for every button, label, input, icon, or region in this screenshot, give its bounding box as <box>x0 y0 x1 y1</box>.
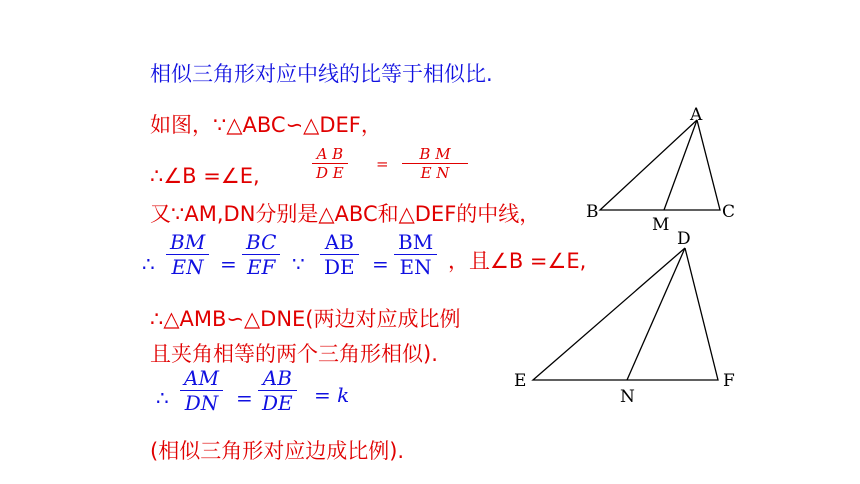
statement-line: 相似三角形对应中线的比等于相似比. <box>150 62 493 86</box>
median-dn <box>627 248 685 380</box>
ratio-denominator: D E <box>316 164 344 182</box>
ratio-k: = k <box>314 383 350 407</box>
ratio-numerator: BC <box>246 230 277 254</box>
ratio-denominator: E N <box>420 164 450 182</box>
ratio-bm-en-1 <box>166 230 209 279</box>
ratio-numerator: BM <box>398 230 434 254</box>
ratio-numerator: B M <box>419 145 451 163</box>
angle-equal-line: ∴∠B =∠E, <box>150 164 260 188</box>
vertex-d-label: D <box>677 229 691 249</box>
ratio-bm-en <box>402 145 468 182</box>
angle-condition: ，且∠B =∠E, <box>448 249 587 273</box>
point-m-label: M <box>652 215 670 235</box>
triangle-def <box>533 248 718 380</box>
equals-sign: = <box>220 252 237 276</box>
vertex-b-label: B <box>586 202 599 222</box>
triangle-abc <box>600 120 720 210</box>
similarity-reason: 且夹角相等的两个三角形相似). <box>150 342 438 366</box>
ratio-numerator: BM <box>170 230 206 254</box>
therefore-symbol: ∴ <box>156 386 169 410</box>
given-line: 如图，∵△ABC∽△DEF， <box>150 113 382 137</box>
ratio-bm-en-2 <box>394 230 437 279</box>
ratio-am-dn <box>180 366 223 415</box>
because-symbol: ∵ <box>292 252 305 276</box>
equals-sign: = <box>372 252 389 276</box>
triangle-def-figure <box>505 228 750 413</box>
equals-sign: = <box>376 155 389 173</box>
similarity-conclusion: ∴△AMB∽△DNE(两边对应成比例 <box>150 307 461 331</box>
ratio-bc-ef <box>242 230 280 279</box>
ratio-ab-de-2 <box>320 230 359 279</box>
ratio-numerator: A B <box>316 145 344 163</box>
ratio-ab-de <box>312 145 348 182</box>
vertex-c-label: C <box>722 202 736 222</box>
ratio-denominator: EN <box>171 255 204 279</box>
triangle-abc-figure <box>580 100 750 240</box>
ratio-ab-de-3 <box>258 366 297 415</box>
median-am <box>664 120 697 210</box>
equals-sign: = <box>236 386 253 410</box>
ratio-denominator: DE <box>262 391 293 415</box>
vertex-e-label: E <box>514 371 527 391</box>
median-line: 又∵AM,DN分别是△ABC和△DEF的中线， <box>150 202 541 226</box>
ratio-denominator: DE <box>324 255 355 279</box>
point-n-label: N <box>620 387 635 407</box>
vertex-a-label: A <box>690 105 703 125</box>
therefore-symbol: ∴ <box>142 252 155 276</box>
ratio-denominator: EN <box>399 255 432 279</box>
vertex-f-label: F <box>723 371 735 391</box>
ratio-denominator: DN <box>184 391 219 415</box>
ratio-denominator: EF <box>246 255 276 279</box>
ratio-numerator: AB <box>324 230 354 254</box>
corresponding-sides-reason: (相似三角形对应边成比例). <box>150 439 405 463</box>
ratio-numerator: AM <box>184 366 219 390</box>
ratio-numerator: AB <box>262 366 292 390</box>
